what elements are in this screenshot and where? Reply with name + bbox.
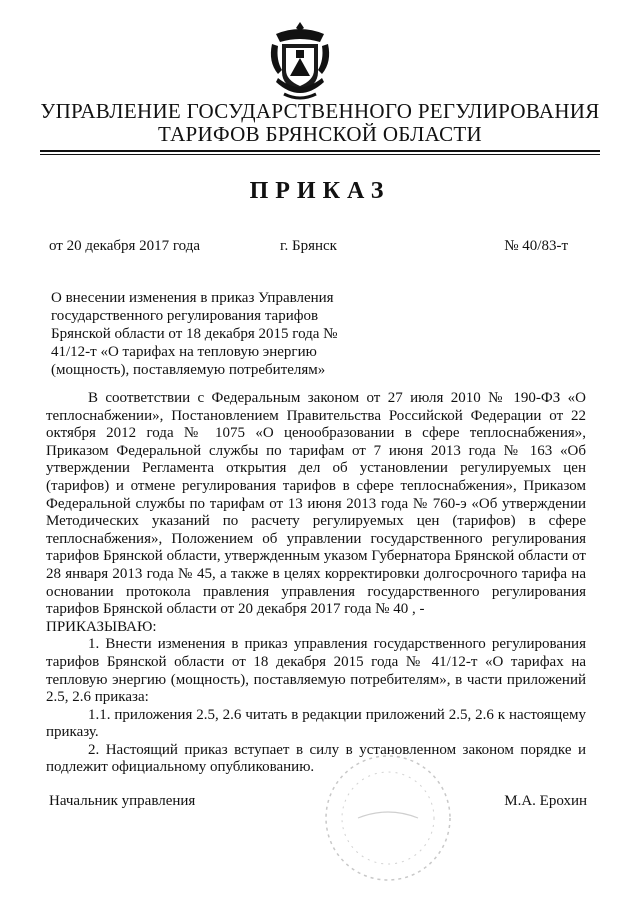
header-divider-thick xyxy=(40,150,600,152)
preamble-paragraph: В соответствии с Федеральным законом от 27 июля 2010 № 190-ФЗ «О теплоснабжении», Постановлением Правительства Российской Федерации от 22 октября 2012 года № 1075 «О ценообразовании в сфере теплоснабжения», Приказом Федеральной службы по тарифам от 7 июня 2013 года № 163 «Об утверждении Регламента открытия дел об установлении регулируемых цен (тарифов) и отмене регулирования тарифов в сфере теплоснабжения», Приказом Федеральной службы по тарифам от 13 июня 2013 года № 760-э «Об утверждении Методических указаний по расчету регулируемых цен (тарифов) в сфере теплоснабжения», Положением об управлении государственного регулирования тарифов Брянской области, утвержденным указом Губернатора Брянской области от 28 января 2013 года № 45, а также в целях корректировки долгосрочного тарифа на основании протокола правления управления государственного регулирования тарифов Брянской области от 20 декабря 2017 года № 40 , - xyxy=(46,390,586,618)
order-word: ПРИКАЗЫВАЮ: xyxy=(46,618,157,635)
order-item-2: 2. Настоящий приказ вступает в силу в установленном законом порядке и подлежит официальному опубликованию. xyxy=(46,741,586,776)
order-item-1-1: 1.1. приложения 2.5, 2.6 читать в редакции приложений 2.5, 2.6 к настоящему приказу. xyxy=(46,706,586,741)
organization-name-line1: УПРАВЛЕНИЕ ГОСУДАРСТВЕННОГО РЕГУЛИРОВАНИЯ xyxy=(40,99,600,123)
order-subject: О внесении изменения в приказ Управления государственного регулирования тарифов Брянской области от 18 декабря 2015 года № 41/12-т «О тарифах на тепловую энергию (мощность), поставляемую потребителям» xyxy=(51,290,338,378)
order-date: от 20 декабря 2017 года xyxy=(49,238,201,254)
document-title: ПРИКАЗ xyxy=(249,178,391,204)
header-divider-thin xyxy=(40,154,600,155)
faint-seal-stamp-icon xyxy=(318,748,458,888)
signer-position: Начальник управления xyxy=(49,793,196,809)
organization-name-line2: ТАРИФОВ БРЯНСКОЙ ОБЛАСТИ xyxy=(158,122,482,146)
order-item-1: 1. Внести изменения в приказ управления государственного регулирования тарифов Брянской области от 18 декабря 2015 года № 41/12-т «О тарифах на тепловую энергию (мощность), поставляемую потребителям», в части приложений 2.5, 2.6 приказа: xyxy=(46,636,586,706)
coat-of-arms-icon xyxy=(266,20,334,104)
order-body xyxy=(46,390,586,777)
order-number: № 40/83-т xyxy=(504,238,568,254)
signer-name: М.А. Ерохин xyxy=(504,793,587,809)
order-city: г. Брянск xyxy=(280,238,337,254)
